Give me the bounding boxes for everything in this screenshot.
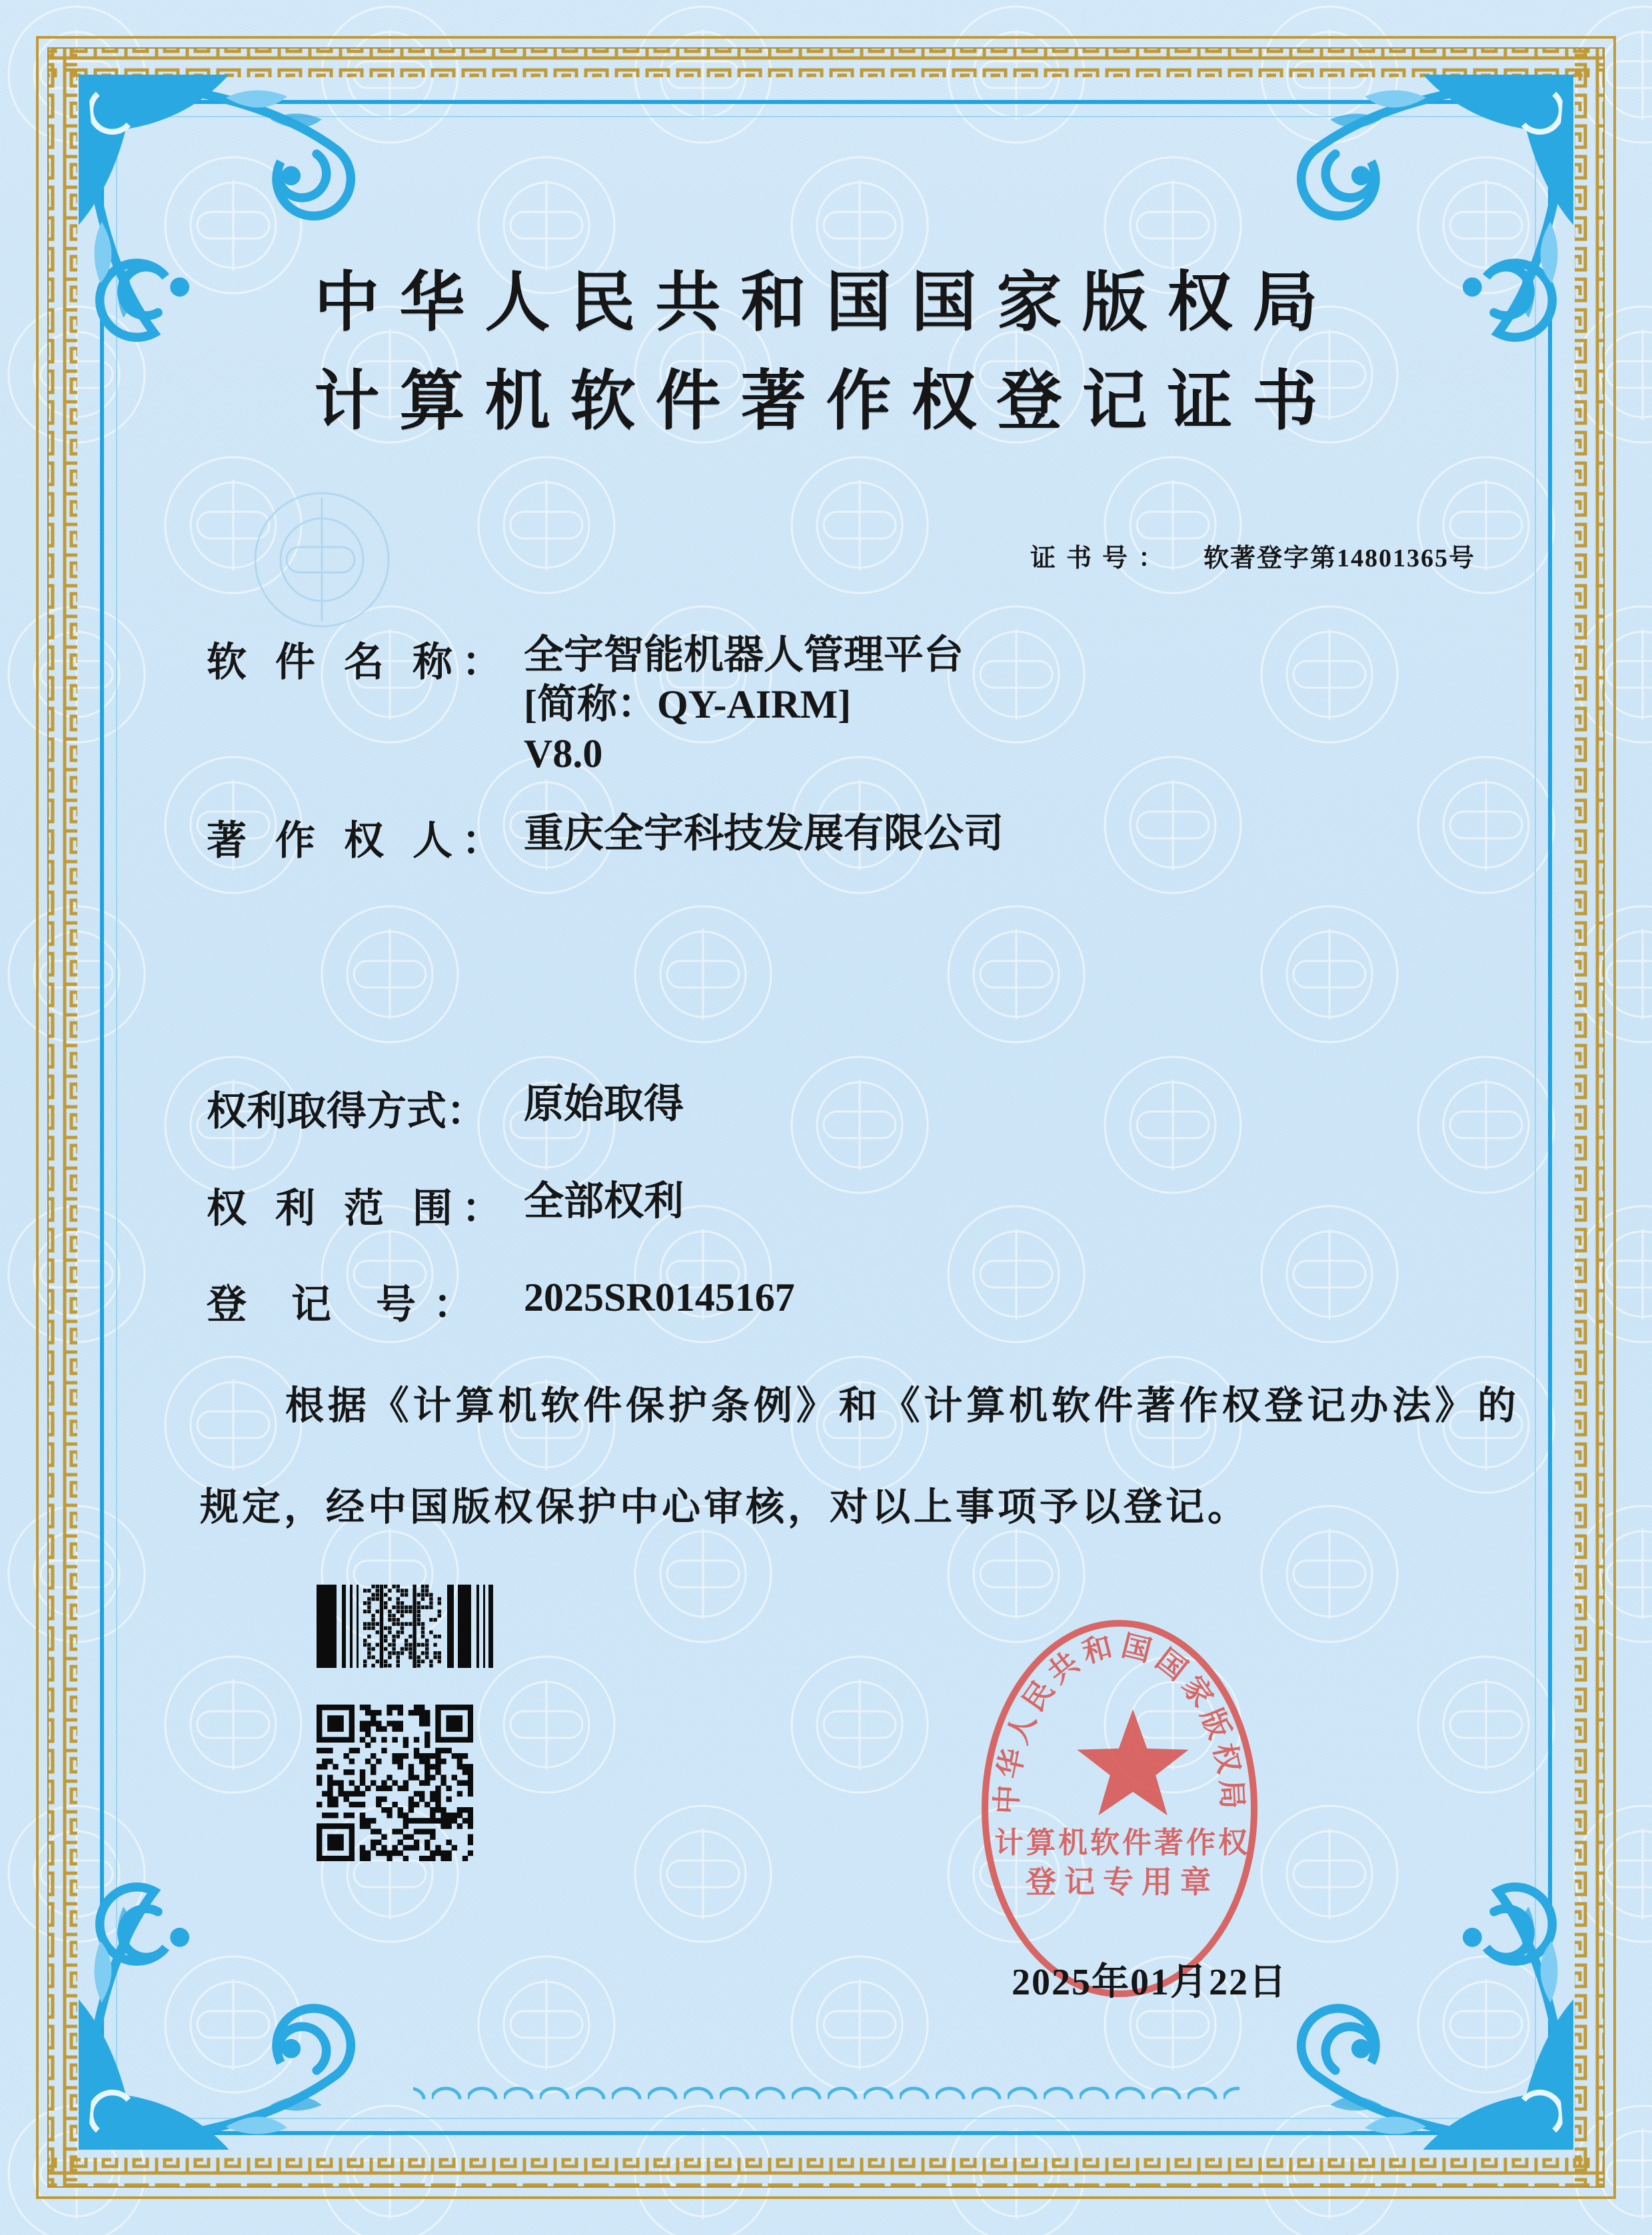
seal-star-icon	[1077, 1709, 1188, 1815]
corner-flourish-top-right	[1253, 75, 1573, 394]
field-value-copyright-owner	[524, 809, 1004, 858]
certificate-title: 计算机软件著作权登记证书	[314, 366, 1338, 438]
software-name-line1: 全宇智能机器人管理平台	[524, 633, 964, 677]
field-label-rights-scope: 权 利 范 围：	[207, 1187, 511, 1231]
official-seal	[973, 1618, 1266, 2004]
corner-flourish-top-left	[79, 75, 399, 394]
issue-date: 2025年01月22日	[1012, 1962, 1287, 2003]
field-row-acquisition-method	[207, 1080, 684, 1137]
acquisition-method-value: 原始取得	[524, 1082, 684, 1126]
field-value-registration-no	[524, 1273, 795, 1322]
field-label-registration-no: 登 记 号：	[207, 1283, 490, 1327]
statement-paragraph: 根据《计算机软件保护条例》和《计算机软件著作权登记办法》的规定，经中国版权保护中心审核，对以上事项予以登记。	[200, 1384, 1519, 1529]
field-value-software-name	[524, 630, 964, 778]
corner-flourish-bottom-left	[79, 1830, 399, 2150]
field-row-software-name	[207, 630, 964, 778]
watermark-emblem-sketch	[230, 490, 416, 643]
authority-title: 中华人民共和国国家版权局	[314, 267, 1338, 339]
seal-caption-line1: 计算机软件著作权	[994, 1827, 1250, 1859]
field-value-acquisition-method	[524, 1080, 684, 1129]
field-label-acquisition-method: 权利取得方式：	[207, 1090, 486, 1133]
field-value-rights-scope	[524, 1177, 684, 1226]
cert-no-label: 证书号：	[1030, 544, 1175, 572]
barcode-icon	[317, 1585, 493, 1668]
registration-no-value: 2025SR0145167	[524, 1275, 795, 1319]
seal-caption-line2: 登记专用章	[1026, 1865, 1219, 1899]
field-row-rights-scope	[207, 1177, 684, 1234]
seal-ring-text: 中华人民共和国国家版权局	[990, 1629, 1249, 1815]
software-name-line3: V8.0	[524, 732, 603, 776]
software-name-line2: [简称：QY-AIRM]	[524, 682, 852, 726]
field-label-copyright-owner: 著 作 权 人：	[207, 819, 511, 863]
field-row-registration-no	[207, 1273, 795, 1330]
cert-no-line	[1030, 537, 1475, 574]
corner-flourish-bottom-right	[1253, 1830, 1573, 2150]
field-label-software-name: 软 件 名 称：	[207, 640, 511, 684]
field-row-copyright-owner	[207, 809, 1004, 866]
copyright-owner-value: 重庆全宇科技发展有限公司	[524, 812, 1004, 856]
rights-scope-value: 全部权利	[524, 1179, 684, 1223]
qr-code-icon	[317, 1705, 473, 1861]
cert-no-value: 软著登字第14801365号	[1204, 544, 1476, 572]
